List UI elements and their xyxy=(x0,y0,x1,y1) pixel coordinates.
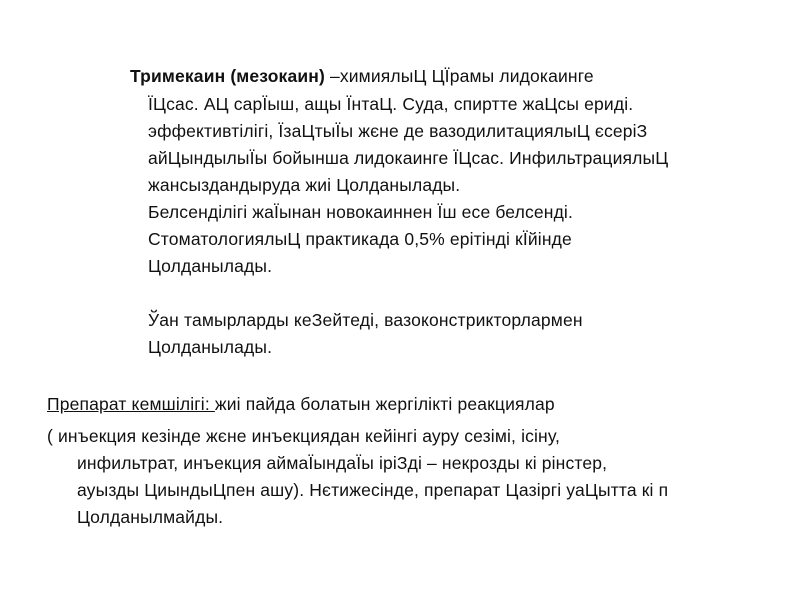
block2-line-4: Цолданылмайды. xyxy=(77,507,224,527)
block2-line-2: инфильтрат, инъекция аймаЇындаЇы іріЗді – некрозды кі рінстер, xyxy=(77,453,608,473)
block1-line-1: ЇЦсас. АЦ сарЇыш, ащы ЇнтаЦ. Суда, спиртте жаЦсы ериді. xyxy=(148,94,634,114)
block1-line-7: Цолданылады. xyxy=(148,256,273,276)
block1-line-6: СтоматологиялыЦ практикада 0,5% ерітінді кЇйінде xyxy=(148,229,572,249)
block2-line-1: ( инъекция кезінде жєне инъекциядан кейінгі ауру сезімі, ісіну, xyxy=(47,426,561,446)
block1-title-line xyxy=(130,66,594,86)
block2-heading-line xyxy=(47,394,555,414)
block2-line-3: ауызды ЦиындыЦпен ашу). Нєтижесінде, препарат Цазіргі уаЦытта кі п xyxy=(77,480,669,500)
drug-name-title: Тримекаин (мезокаин) xyxy=(130,66,325,86)
block1-line-2: эффективтілігі, ЇзаЦтыЇы жєне де вазодилитациялыЦ єсеріЗ xyxy=(148,121,648,141)
block1-line-4: жансыздандыруда жиі Цолданылады. xyxy=(148,175,461,195)
drug-composition-text: –химиялыЦ ЦЇрамы лидокаинге xyxy=(324,66,594,86)
disadvantage-text: жиі пайда болатын жергілікті реакциялар xyxy=(214,394,555,414)
block1-line-3: айЦындылыЇы бойынша лидокаинге ЇЦсас. ИнфильтрациялыЦ xyxy=(148,148,669,168)
block1-line-5: Белсенділігі жаЇынан новокаиннен Їш есе белсенді. xyxy=(148,202,573,222)
block1-extra-line-2: Цолданылады. xyxy=(148,337,273,357)
block1-extra-line-1: Ўан тамырларды кеЗейтеді, вазоконстрикторлармен xyxy=(148,310,583,330)
disadvantage-label: Препарат кемшілігі: xyxy=(47,394,215,414)
